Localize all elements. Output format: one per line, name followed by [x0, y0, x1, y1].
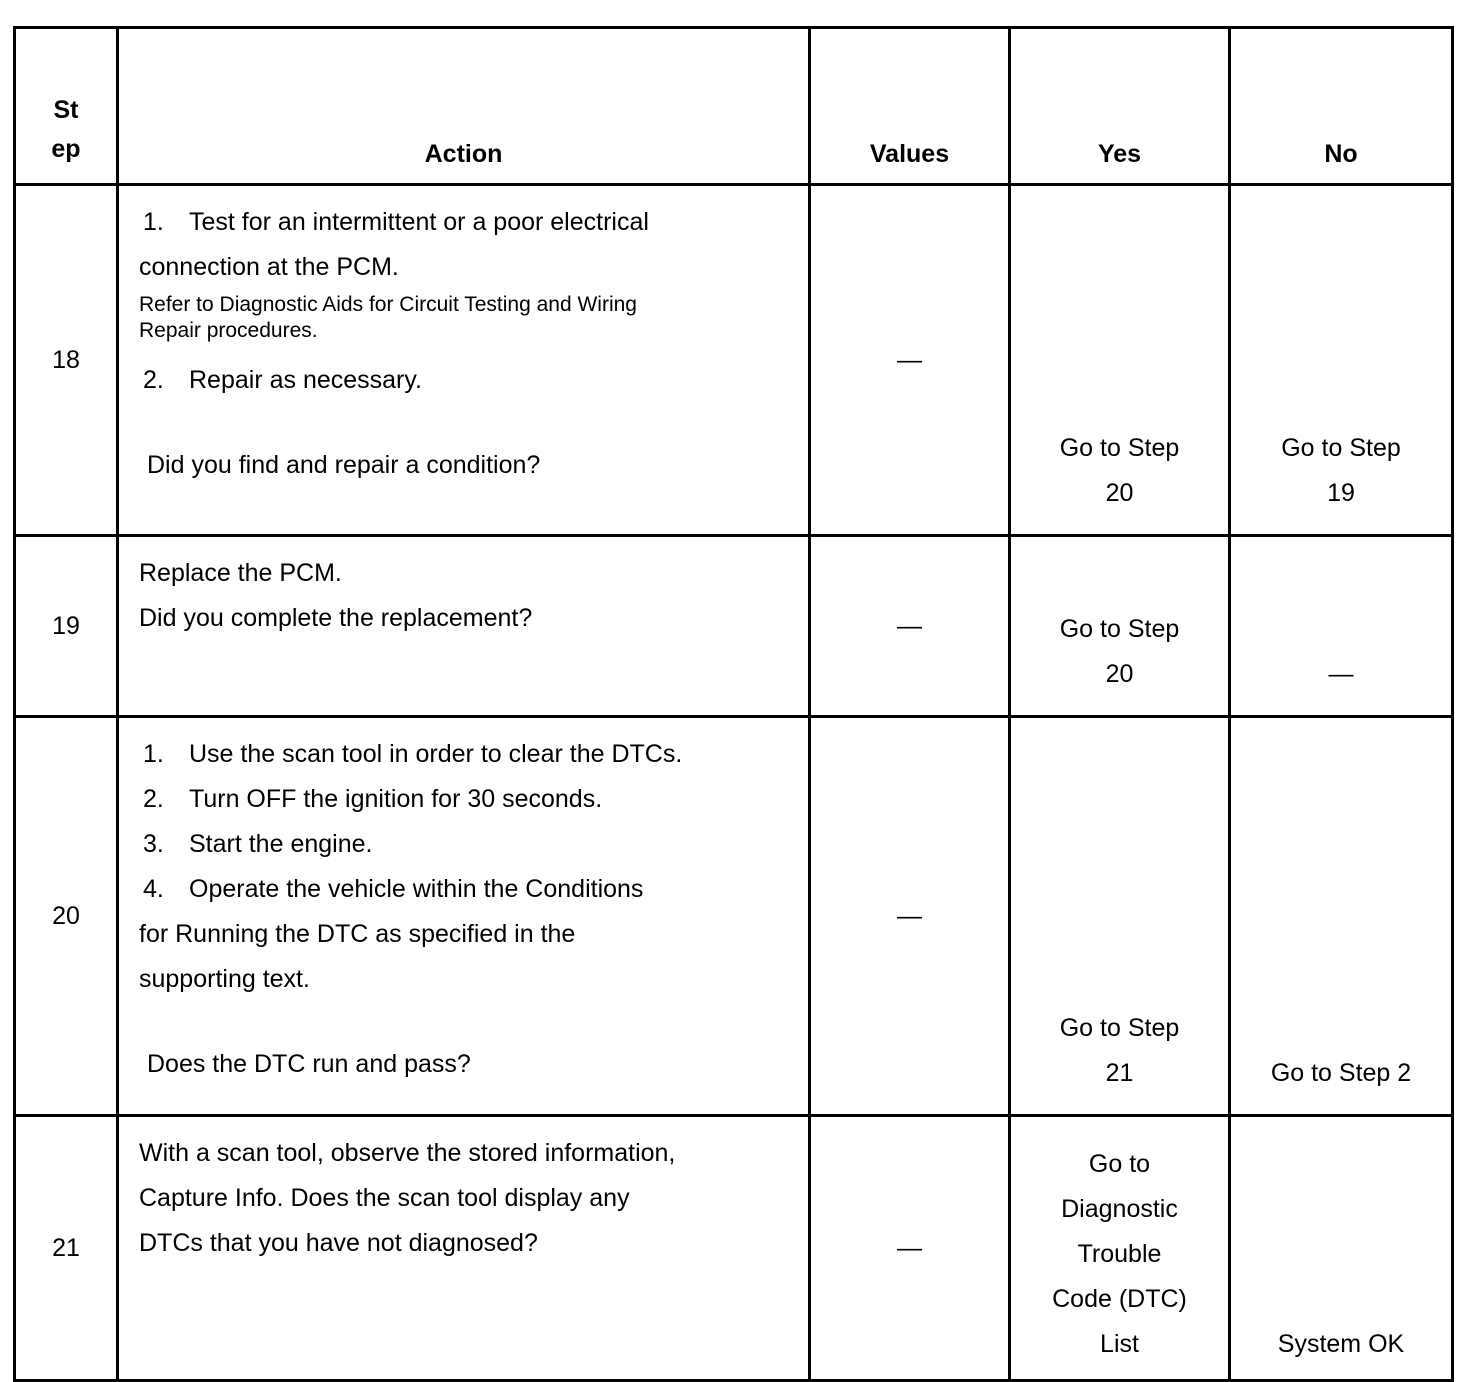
step-number: 20	[15, 717, 118, 1116]
table-row	[15, 536, 1453, 717]
diagnostic-table-page	[13, 26, 1451, 1382]
table-row	[15, 185, 1453, 536]
yes-cell: Go to Step 20	[1010, 536, 1230, 717]
values-cell: —	[810, 185, 1010, 536]
step-number: 18	[15, 185, 118, 536]
header-values: Values	[810, 28, 1010, 185]
no-cell: Go to Step 2	[1230, 717, 1453, 1116]
header-row	[15, 28, 1453, 185]
header-step: St ep	[15, 28, 118, 185]
action-cell: With a scan tool, observe the stored information, Capture Info. Does the scan tool display any DTCs that you have not diagnosed?	[118, 1116, 810, 1381]
action-cell: 1. Test for an intermittent or a poor electrical connection at the PCM. Refer to Diagnostic Aids for Circuit Testing and Wiring Repair procedures. 2. Repair as necessary. Did you find and repair a condition?	[118, 185, 810, 536]
table-row	[15, 1116, 1453, 1381]
no-cell: Go to Step 19	[1230, 185, 1453, 536]
table-row	[15, 717, 1453, 1116]
yes-cell: Go to Diagnostic Trouble Code (DTC) List	[1010, 1116, 1230, 1381]
step-number: 19	[15, 536, 118, 717]
diagnostic-steps-table	[13, 26, 1454, 1382]
header-no: No	[1230, 28, 1453, 185]
header-action: Action	[118, 28, 810, 185]
yes-cell: Go to Step 21	[1010, 717, 1230, 1116]
header-yes: Yes	[1010, 28, 1230, 185]
values-cell: —	[810, 717, 1010, 1116]
step-number: 21	[15, 1116, 118, 1381]
no-cell: System OK	[1230, 1116, 1453, 1381]
values-cell: —	[810, 1116, 1010, 1381]
no-cell: —	[1230, 536, 1453, 717]
yes-cell: Go to Step 20	[1010, 185, 1230, 536]
action-cell: 1. Use the scan tool in order to clear the DTCs. 2. Turn OFF the ignition for 30 seconds. 3. Start the engine. 4. Operate the vehicle within the Conditions for Running the DTC as specified in the supporting text. Does the DTC run and pass?	[118, 717, 810, 1116]
values-cell: —	[810, 536, 1010, 717]
action-cell: Replace the PCM. Did you complete the replacement?	[118, 536, 810, 717]
